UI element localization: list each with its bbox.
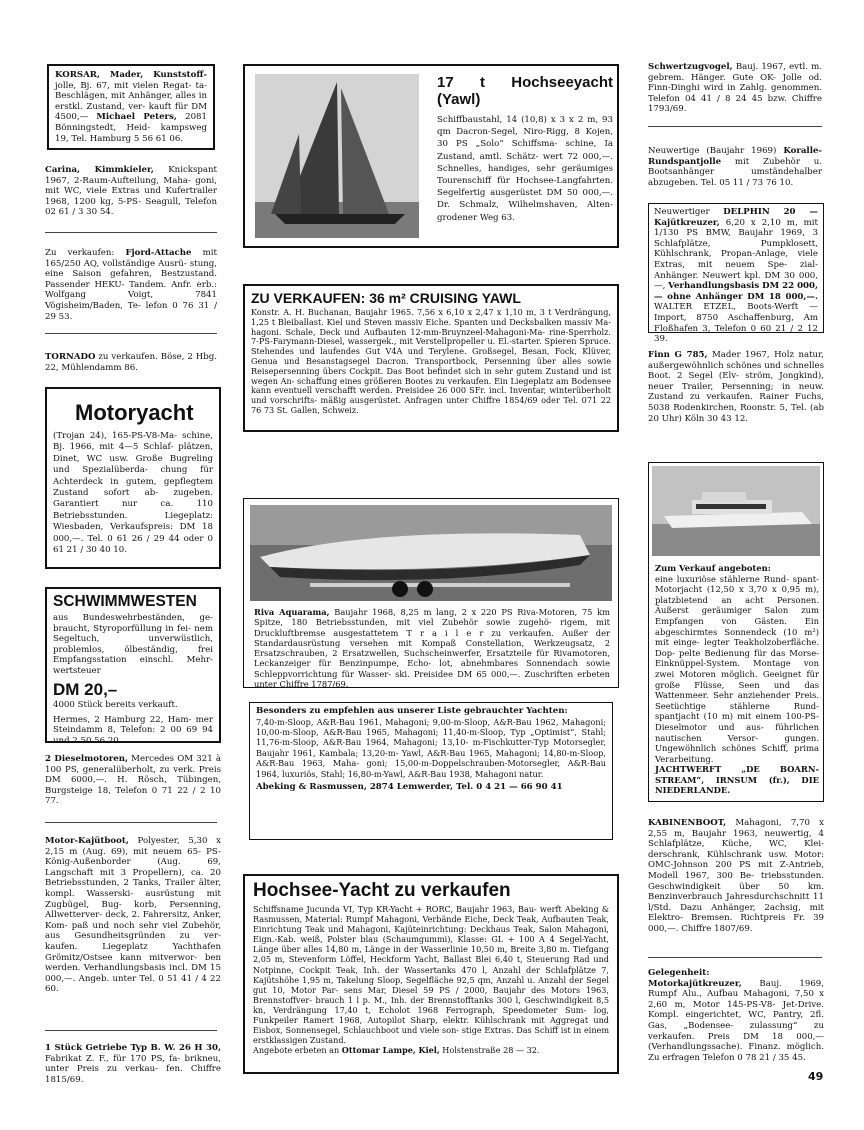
ad-hochsee-sign-post: Holstenstraße 28 — 32. (442, 1045, 540, 1056)
ad-finn-text: Mader 1967, Holz natur, außergewöhnlich schönes und schnelles Boot. 2 Segel (Elv- ström, Jongkind), neuer Trailer, Persenning; in neuw. Zustand zu verkaufen. Rainer Fuchs, 5038 Rodenkirchen, Roonstr. 5, Tel. (ab 20 Uhr) Köln 30 43 12. (648, 350, 824, 424)
ad-getriebe-text: Fabrikat Z. F., für 170 PS, fa- brikneu, unter Preis zu verkau- fen. Chiffre 1815/69. (45, 1053, 221, 1085)
ad-koralle-lead: Neuwertige (Baujahr 1969) (648, 146, 777, 156)
speedboat-photo (250, 505, 612, 601)
ad-kabinenboot-text: Mahagoni, 7,70 x 2,55 m, Baujahr 1963, neuwertig, 4 Schlafplätze, Küche, WC, Klei- derschrank, Kühlschrank usw. Motor: OMC-Johnson 200 PS mit Z-Antrieb, Modell 1967, 300 Be- triebsstunden. Geschwindigkeit über 50 km. Benzinverbrauch Jahresdurchschnitt 11 l/Std. Dazu Anhänger, 2achsig, mit Elektro- Bremsen. Richtpreis Fr. 39 000,—. Chiffre 1807/69. (648, 818, 825, 934)
ad-fjord-lead: Zu verkaufen: (45, 248, 115, 258)
page-number: 49 (808, 1070, 824, 1083)
ad-kabinenboot-lead: KABINENBOOT, (648, 818, 727, 828)
divider (45, 1030, 217, 1031)
ad-koralle (648, 146, 822, 188)
ad-finn-lead: Finn G 785, (648, 350, 708, 360)
ad-korsar (47, 64, 215, 150)
ad-boarnstream-text: eine luxuriöse stählerne Rund- spant-Motorjacht (12,50 x 3,70 x 0,95 m), platzbietend an acht Personen. Äußerst geräumiger Salon zum Empfangen von Gästen. Ein abgeschirmtes Sonnendeck (10 m²) mit einge- legter Teakholzoberfläche. Dop- pelte Bedienung für das Morse- Einknüppel-System. Montage von zwei Motoren möglich. Geeignet für große Flüsse, Seen und das Wattenmeer. Sehr anziehender Preis. Seetüchtige stählerne Rund- spantjacht (10 m) mit einem 100-PS-Dieselmotor und aus- führlichen nautischen Versor- gungen. Ungewöhnlich schönes Schiff, prima Verarbeitung. (655, 573, 819, 764)
ad-schwimmwesten-sold: 4000 Stück bereits verkauft. (53, 699, 178, 710)
ad-boarnstream (648, 462, 824, 802)
ad-abeking-head: Besonders zu empfehlen aus unserer Liste gebrauchter Yachten: (256, 706, 568, 716)
ad-gelegenheit-lead: Motorkajütkreuzer, (648, 978, 742, 989)
ad-hochsee-sign-pre: Angebote erbeten an (253, 1045, 340, 1056)
ad-korsar-lead: KORSAR, Mader, Kunststoff- (55, 70, 207, 80)
ad-getriebe-lead: 1 Stück Getriebe Typ B. W. 26 H 30, (45, 1043, 221, 1053)
ad-gelegenheit-head: Gelegenheit: (648, 968, 710, 978)
ad-kajuetboot (45, 836, 221, 995)
ad-koralle-bold: Koralle- Rundspantjolle (648, 146, 822, 167)
ad-diesel (45, 754, 221, 807)
ad-tornado (45, 352, 217, 373)
divider (45, 333, 217, 334)
ad-riva-lead: Riva Aquarama, (254, 607, 330, 617)
ad-kabinenboot (648, 818, 824, 935)
ad-tornado-text: zu verkaufen. Böse, 2 Hbg. 22, Mühlendamm 86. (45, 352, 217, 373)
ad-yawl17 (243, 64, 619, 248)
ad-riva (243, 498, 619, 688)
divider (45, 822, 217, 823)
sailboat-photo (255, 74, 419, 238)
ad-hochsee (243, 874, 619, 1074)
ad-motoryacht-title: Motoryacht (75, 400, 194, 425)
ad-schwertzugvogel (648, 62, 822, 115)
ad-delphin-bold1: DELPHIN 20 — Kajütkreuzer, (654, 207, 818, 228)
ad-motoryacht-text: (Trojan 24), 165-PS-V8-Ma- schine, Bj. 1966, mit 4—5 Schlaf- plätzen, Dinet, WC usw. Große Bugreling und Spezialüberda- chung für Achterdeck in gutem, gepflegtem Zustand sofort ab- zugeben. Garantiert nur ca. 110 Betriebsstunden. Liegeplatz: Wiesbaden, Verkaufspreis: DM 18 000,—. Tel. 0 61 26 / 29 44 oder 0 61 21 / 30 40 10. (53, 431, 213, 556)
ad-diesel-lead: 2 Dieselmotoren, (45, 754, 128, 764)
ad-diesel-text: Mercedes OM 321 à 100 PS, generalüberholt, zu verk. Preis DM 6000,—. H. Rösch, Tübingen, Burgsteige 18, Telefon 0 71 22 / 2 10 77. (45, 754, 221, 807)
ad-yawl17-title: 17 t Hochseeyacht (Yawl) (437, 74, 613, 108)
ad-kajuetboot-lead: Motor-Kajütboot, (45, 836, 129, 846)
ad-getriebe (45, 1043, 221, 1085)
ad-delphin-text1: Neuwertiger (654, 207, 710, 217)
ad-cruising-text: Konstr. A. H. Buchanan, Baujahr 1965. 7,56 x 6,10 x 2,47 x 1,10 m, 3 t Verdrängung, 1,25 t Bleiballast. Kiel und Steven massiv Eiche. Spanten und Decksbalken massiv Ma- hagoni. Schale, Deck und Aufbauten 12-mm-Bruynzeel-Mahagoni-Ma- rine-Sperrholz. 7-PS-Farymann-Diesel, wassergek., mit Verstellpropeller u. El.-starter. Spieren Spruce. Stehendes und laufendes Gut V4A und Terylene. Großsegel, Besan, Fock, Klüver, Genua und Besanstagsegel Dacron. Transportbock, Persenning über alles sowie Reisepersenning übers Cockpit. Das Boot befindet sich in sehr gutem Zustand und ist wegen An- schaffung eines größeren Bootes zu verkaufen. Ein Liegeplatz am Bodensee kann eventuell verschafft werden. Preisidee 26 000 SFr. incl. Inventar, winterüberholt und vorschrifts- mäßig ausgerüstet. Anfragen unter Chiffre 1854/69 oder Tel. 071 22 76 73 St. Gallen, Schweiz. (251, 307, 611, 415)
ad-schwimmwesten-contact: Hermes, 2 Hamburg 22, Ham- mer Steindamm 8, Telefon: 2 00 69 94 und 2 50 56 20. (53, 714, 213, 746)
ad-abeking-text: 7,40-m-Sloop, A&R-Bau 1961, Mahagoni; 9,00-m-Sloop, A&R-Bau 1962, Mahagoni; 10,00-m-Sloop, A&R-Bau 1965, Mahagoni; 11,40-m-Sloop, Typ „Optimist“, Stahl; 11,76-m-Sloop, A&R-Bau 1964, Mahagoni; 13,10- m-Fischkutter-Typ Motorsegler, Baujahr 1961, Kambala; 13,20-m- Yawl, A&R-Bau 1965, Mahagoni; 14,80-m-Sloop, A&R-Bau 1963, Maha- goni; 15,00-m-Doppelschrauben-Motorsegler, A&R-Bau 1964, luxuriös, Stahl; 16,80-m-Yawl, A&R-Bau 1938, Mahagoni natur. (256, 716, 606, 779)
ad-korsar-text: jolle, Bj. 67, mit vielen Regat- ta-Beschlägen, mit Anhänger, alles in erstkl. Zustand, ver- kauft für DM 4500,— (55, 80, 207, 123)
ad-carina-lead: Carina, Kimmkieler, (45, 165, 154, 175)
ad-yawl17-text: Schiffbaustahl, 14 (10,8) x 3 x 2 m, 93 qm Dacron-Segel, Niro-Rigg, 8 Kojen, 30 PS „Solo“ Schiffsma- schine, Ia Zustand, amtl. Schätz- wert 72 000,—. Schnelles, handiges, sehr geräumiges Tourenschiff für Hochsee-Langfahrten. Segelfertig ausgerüstet DM 50 000,—. Dr. Schmalz, Wilhelmshaven, Alten- grodener Weg 63. (437, 115, 613, 223)
ad-riva-text: Baujahr 1968, 8,25 m lang, 2 x 220 PS Riva-Motoren, 75 km Spitze, 180 Betriebsstunden, mit viel Zubehör sowie zugehö- rigem, mit Druckluftbremse ausgestattetem T r a i l e r zu verkaufen. Außer der Standardausrüstung versehen mit Kompaß Constellation, Werkzeugsatz, 2 Ersatzschrauben, 2 Ersatzwellen, Suchscheinwerfer, Ersatzteile für Rivamotoren, Leckanzeiger für Benzinpumpe, Echo- lot, abnehmbares Sonnendach sowie Schleppvorrichtung für Wasser- ski. Preisidee DM 65 000,—. Zuschriften erbeten unter Chiffre 1787/69. (254, 607, 610, 690)
motoryacht-photo (652, 466, 820, 556)
divider (648, 126, 822, 127)
ad-carina (45, 165, 217, 218)
ad-tornado-lead: TORNADO (45, 352, 96, 362)
ad-schwimmwesten-title: SCHWIMMWESTEN (53, 593, 197, 610)
ad-hochsee-title: Hochsee-Yacht zu verkaufen (253, 880, 511, 901)
ad-finn (648, 350, 824, 424)
ad-delphin-bold2: Verhandlungsbasis DM 22 000,— ohne Anhänger DM 18 000,—. (654, 281, 819, 302)
ad-schwimmwesten (45, 587, 221, 746)
ad-delphin-text3: WALTER ETZEL, Boots-Werft — Import, 8750 Aschaffenburg, Am Floßhafen 3, Telefon 0 60 21 / 2 12 39. (654, 302, 818, 345)
divider (45, 232, 217, 233)
ad-kajuetboot-text: Polyester, 5,30 x 2,15 m (Aug. 69), mit neuem 65- PS-König-Außenborder (Aug. 69, Langschaft mit 3 Propellern), ca. 20 Betriebsstunden, 2 Tanks, Trailer älter, kompl. Wasserski- ausrüstung mit Zugbügel, Bug- korb, Persenning, Allwetterver- deck, 2. Fahrersitz, Anker, Kom- paß und noch sehr viel Zubehör, aus Gesundheitsgründen zu ver- kaufen. Liegeplatz Yachthafen Grömitz/Ostsee kann mitverwor- ben werden. Verhandlungsbasis incl. DM 15 000,—. Angeb. unter Tel. 0 51 41 / 4 22 60. (45, 836, 222, 995)
ad-hochsee-sign: Ottomar Lampe, Kiel, (341, 1045, 440, 1056)
ad-koralle-text: mit Zubehör u. Bootsanhänger umständehalber abzugeben. Tel. 05 11 / 73 76 10. (648, 156, 822, 188)
ad-cruising-title: ZU VERKAUFEN: 36 m² CRUISING YAWL (251, 290, 521, 306)
ad-cruising-yawl (243, 284, 619, 432)
ad-schwimmwesten-text: aus Bundeswehrbeständen, ge- braucht, Styroporfüllung in fei- nem Segeltuch, unverwüstlich, problemlos, ölbeständig, frei Empfangsstation einschl. Mehr- wertsteuer (53, 613, 213, 676)
ad-delphin (648, 203, 824, 345)
ad-abeking (249, 702, 613, 840)
ad-fjord-bold: Fjord-Attache (125, 248, 192, 258)
ad-korsar-text2: 2081 Bönningstedt, Heid- kampsweg 19, Tel. Hamburg 5 56 61 06. (55, 112, 207, 144)
ad-boarnstream-sign: JACHTWERFT „DE BOARN- STREAM“, IRNSUM (fr.), DIE NIEDERLANDE. (655, 764, 819, 796)
ad-schwertzug-text: Bauj. 1967, evtl. m. gebrem. Hänger. Gute OK- Jolle od. Finn-Dinghi wird in Zahlg. genommen. Telefon 04 41 / 8 24 45 bzw. Chiffre 1793/69. (648, 62, 822, 115)
ad-motoryacht (45, 387, 221, 569)
ad-fjord (45, 248, 217, 322)
ad-boarnstream-head: Zum Verkauf angeboten: (655, 563, 771, 573)
divider (648, 957, 822, 958)
ad-gelegenheit (648, 968, 824, 1063)
ad-gelegenheit-text: Bauj. 1969, Rumpf Alu., Aufbau Mahagoni, 7,50 x 2,60 m, Motor 145-PS-V8- Jet-Drive. Kompl. eingerichtet, WC, Pantry, 2fl. Gas, „Bodensee- zulassung“ zu verkaufen. Preis DM 18 000,— (Verhandlungssache). Finanz. möglich. Zu erfragen Telefon 0 78 21 / 35 45. (648, 978, 824, 1063)
ad-fjord-text: mit 165/250 AQ, vollständige Ausrü- stung, eine Saison gefahren, Bestzustand. Passender HEKU- Tandem. Anfr. erb.: Wolfgang Voigt, 7841 Vögisheim/Baden, Te- lefon 0 76 31 / 29 53. (45, 248, 218, 322)
ad-schwertzug-lead: Schwertzugvogel, (648, 62, 733, 72)
ad-delphin-text2: 6,20 x 2,10 m, mit 1/130 PS BMW, Baujahr 1969, 3 Schlafplätze, Pumpklosett, Kühlschrank, Propan-Anlage, viele Extras, mit neuem Spe- zial-Anhänger. Neuwert kpl. DM 30 000,—, (654, 217, 818, 292)
ad-schwimmwesten-price: DM 20,– (53, 679, 118, 699)
ad-carina-text: Knickspant 1967, 2-Raum-Aufteilung, Maha- goni, mit WC, viele Extras und Kufertrailer 1968, 1200 kg, 5-PS- Seagull, Telefon 02 61 / 3 30 54. (45, 165, 217, 218)
ad-hochsee-text: Schiffsname Jucunda VI, Typ KR-Yacht + RORC, Baujahr 1963, Bau- werft Abeking & Rasmussen, Material: Rumpf Mahagoni, Verbände Eiche, Deck Teak, Aufbauten Teak, Einrichtung Teak und Mahagoni, Kajüteinrichtung: Deckhaus Teak, Salon Mahagoni, Eign.-Kab. weiß, Polster blau (Schaumgummi), Klasse: GL + 100 A 4 Segel-Yacht, Länge über alles 14,80 m, Länge in der Wasserlinie 10,50 m, Breite 3,80 m. Tiefgang 2,05 m, Stevenform Löffel, Heckform Yacht, Ballast Blei 6,40 t, Steuerung Rad und Notpinne, Cockpit Teak, Inh. der Wassertanks 470 l, Anzahl der Schlafplätze 7, Kajütshöhe 1,95 m, Takelung Sloop, Segelfläche 92,5 qm, Anzahl u. Anzahl der Segel gut 10, Motor Par- sens Mar, Diesel 59 PS / 2000, Baujahr des Motors 1963, Brennstoffver- brauch 1 l p. M., Inh. der Brennstofftanks 300 l, Geschwindigkeit 8,5 kn, Verdrängung 17,40 t, Echolot 1968 Ferrograph, Speedometer Sum- log, Funkpeiler Ramert 1968, Autopilot Sharp, elektr. Kühlschrank mit Aggregat und Eisbox, Sonnensegel, Schlauchboot und viele son- stige Extras. Das Schiff ist in einem erstklassigen Zustand. (253, 904, 609, 1046)
ad-abeking-sign: Abeking & Rasmussen, 2874 Lemwerder, Tel. 0 4 21 — 66 90 41 (256, 782, 563, 793)
ad-korsar-contact: Michael Peters, (96, 112, 177, 123)
